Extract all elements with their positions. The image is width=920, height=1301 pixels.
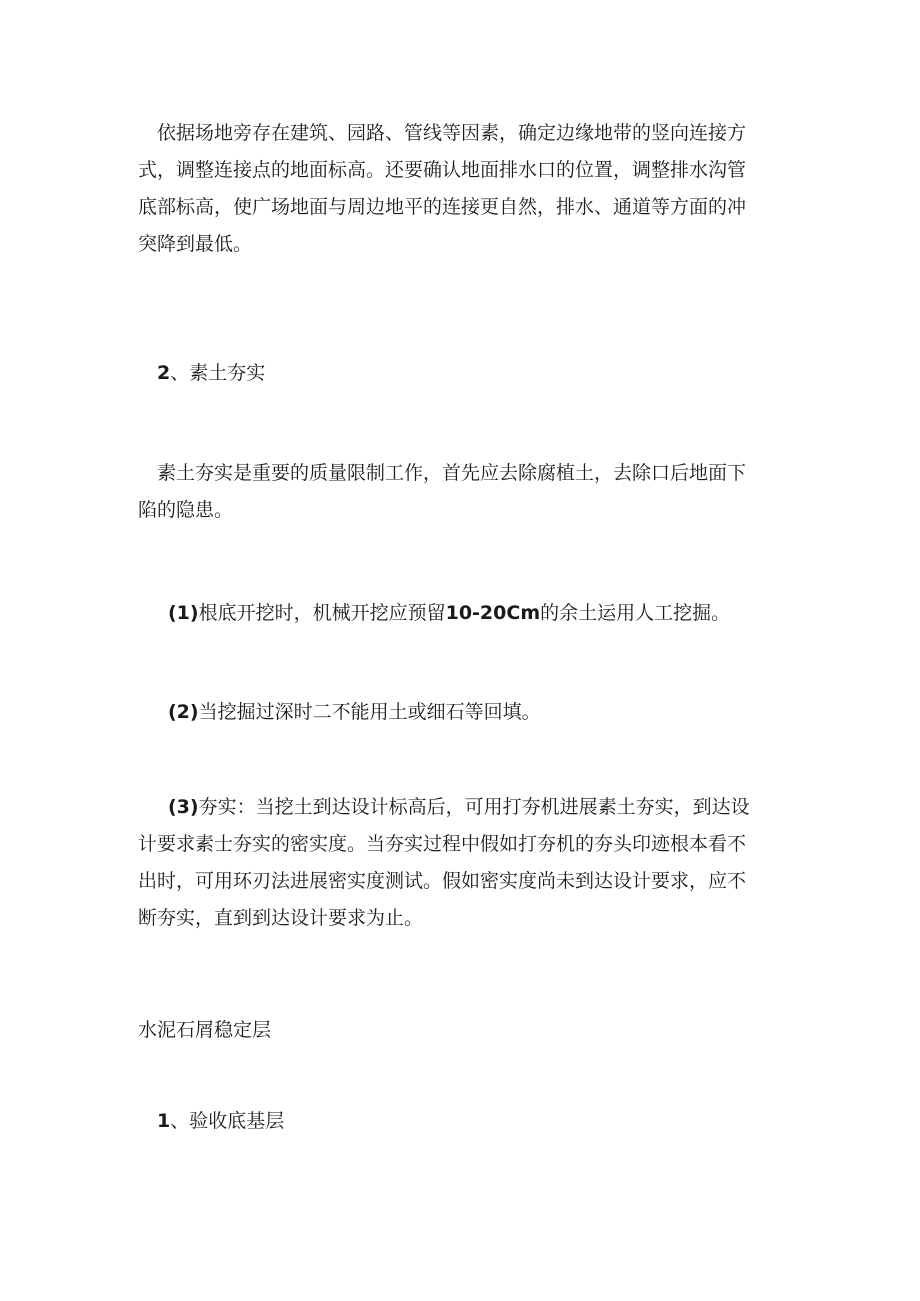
text-line: 断夯实，直到到达设计要求为止。 [138,907,424,929]
list-item-1 [168,598,730,628]
text-line: 突降到最低。 [138,233,253,255]
text-line: 陷的隐患。 [138,499,234,521]
text-line: 依据场地旁存在建筑、园路、管线等因素，确定边缘地带的竖向连接方 [157,122,747,144]
heading-number: 2 [157,362,171,384]
paragraph-soil-compaction [138,455,788,529]
section-heading-2 [157,358,265,388]
section-title: 水泥石屑稳定层 [138,1019,272,1041]
heading-number: 1 [157,1110,171,1132]
paragraph-edge-connection [138,115,788,263]
text-line: 式，调整连接点的地面标高。还要确认地面排水口的位置，调整排水沟管 [138,159,747,181]
text-line [138,789,788,826]
text-line: 素土夯实是重要的质量限制工作，首先应去除腐植土，去除口后地面下 [157,462,747,484]
list-item-3 [138,789,788,937]
item-text: 夯实：当挖土到达设计标高后，可用打夯机进展素土夯实，到达设 [198,796,750,818]
item-number: (3) [168,796,199,818]
text-line: 出时，可用环刃法进展密实度测试。假如密实度尚未到达设计要求，应不 [138,870,747,892]
item-number: (1) [168,602,199,624]
text-line: 底部标高，使广场地面与周边地平的连接更自然，排水、通道等方面的冲 [138,196,747,218]
heading-text: 、验收底基层 [170,1110,285,1132]
item-text: 的余土运用人工挖掘。 [540,602,731,624]
section-heading-1 [157,1106,284,1136]
heading-text: 、素土夯实 [170,362,266,384]
list-item-2 [168,697,541,727]
item-text: 当挖掘过深时二不能用土或细石等回填。 [198,701,541,723]
text-line: 计要求素士夯实的密实度。当夯实过程中假如打夯机的夯头印迹根本看不 [138,833,747,855]
item-text: 根底开挖时，机械开挖应预留 [198,602,446,624]
item-value: 10-20Cm [445,602,541,624]
item-number: (2) [168,701,199,723]
